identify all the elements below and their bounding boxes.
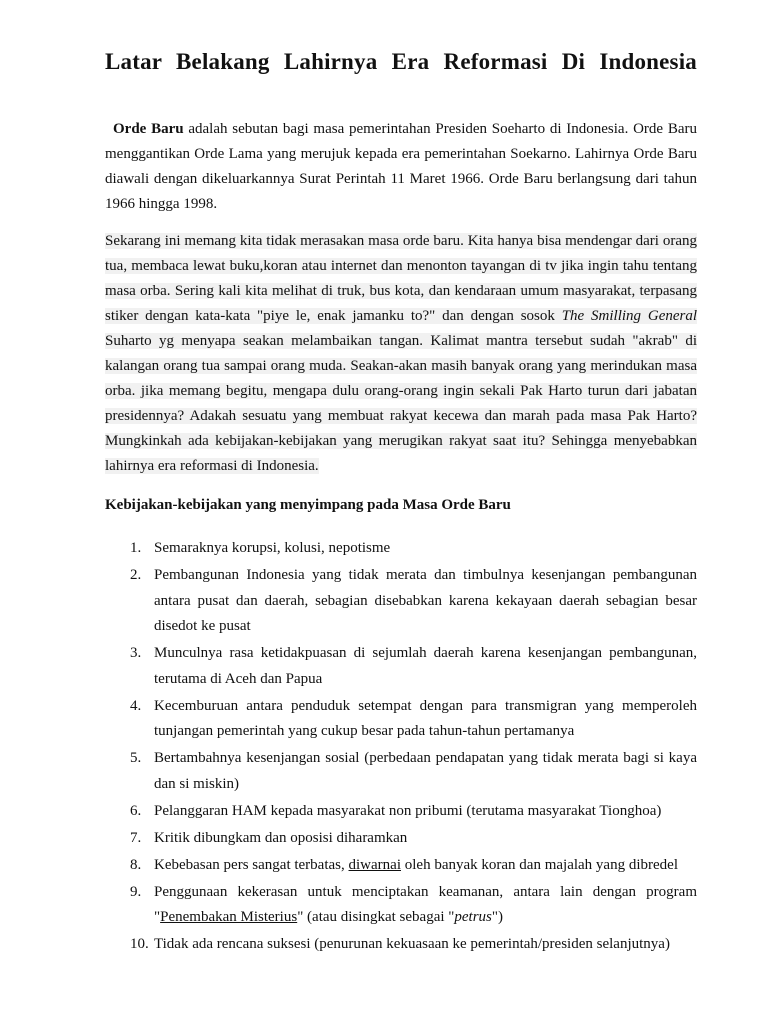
link-diwarnai[interactable]: diwarnai [348,856,401,873]
list-item [105,853,697,879]
paragraph-sekarang [105,229,697,479]
list-text-post: oleh banyak koran dan majalah yang dibredel [401,856,678,873]
policy-list [105,536,697,959]
section-subheading: Kebijakan-kebijakan yang menyimpang pada Masa Orde Baru [105,497,511,513]
paragraph-text: Suharto yg menyapa seakan melambaikan tangan. Kalimat mantra tersebut sudah "akrab" di kalangan orang tua sampai orang muda. Seakan-akan masih banyak orang yang merindukan masa orba. jika memang begitu, mengapa dulu orang-orang ingin sekali Pak Harto turun dari jabatan presidennya? Adakah sesuatu yang membuat rakyat kecewa dan marah pada masa Pak Harto? Mungkinkah ada kebijakan-kebijakan yang merugikan rakyat saat itu? Sehingga menyebabkan lahirnya era reformasi di Indonesia. [105,333,697,474]
list-text-italic: petrus [454,909,492,925]
list-item [105,799,697,825]
list-text: Tidak ada rencana suksesi (penurunan kekuasaan ke pemerintah/presiden selanjutnya) [154,936,670,952]
list-number: 2. [130,567,142,583]
list-number: 3. [130,645,142,661]
list-number: 6. [130,802,142,819]
list-text: Kritik dibungkam dan oposisi diharamkan [154,829,408,846]
list-text: Pelanggaran HAM kepada masyarakat non pribumi (terutama masyarakat Tionghoa) [154,802,662,819]
list-text-pre: Penggunaan kekerasan untuk menciptakan keamanan, antara lain dengan program " [154,883,697,925]
list-item [105,694,697,745]
list-number: 1. [130,540,142,556]
list-number: 8. [130,856,142,873]
list-number: 4. [130,697,142,714]
document-title: Latar Belakang Lahirnya Era Reformasi Di Indonesia [105,49,697,74]
paragraph-lead-bold: Orde Baru [113,121,184,137]
list-item [105,880,697,931]
list-text: Munculnya rasa ketidakpuasan di sejumlah daerah karena kesenjangan pembangunan, terutama di Aceh dan Papua [154,645,697,687]
list-number: 5. [130,750,142,766]
list-number: 9. [130,883,142,900]
list-item [105,746,697,797]
list-number: 7. [130,829,142,846]
list-text: Kecemburuan antara penduduk setempat dengan para transmigran yang memperoleh tunjangan pemerintah yang cukup besar pada tahun-tahun pertamanya [154,697,697,739]
list-item [105,932,697,958]
list-item [105,536,697,562]
list-item [105,826,697,852]
list-text-post: ") [491,909,504,925]
list-item [105,641,697,692]
paragraph-text: Sekarang ini memang kita tidak merasakan masa orde baru. Kita hanya bisa mendengar dari orang tua, membaca lewat buku,koran atau internet dan menonton tayangan di tv jika ingin tahu tentang masa orba. Sering kali kita melihat di truk, bus kota, dan kendaraan umum masyarakat, terpasang stiker dengan kata-kata "piye le, enak jamanku to?" dan dengan sosok [105,233,697,324]
paragraph-italic: The Smilling General [561,308,698,324]
link-penembakan-misterius[interactable]: Penembakan Misterius [160,909,298,925]
list-text: Pembangunan Indonesia yang tidak merata dan timbulnya kesenjangan pembangunan antara pusat dan daerah, sebagian disebabkan karena kekayaan daerah sebagian besar disedot ke pusat [154,567,697,634]
list-text-pre: Kebebasan pers sangat terbatas, [154,856,349,873]
list-item [105,563,697,640]
paragraph-text: adalah sebutan bagi masa pemerintahan Presiden Soeharto di Indonesia. Orde Baru menggantikan Orde Lama yang merujuk kepada era pemerintahan Soekarno. Lahirnya Orde Baru diawali dengan dikeluarkannya Surat Perintah 11 Maret 1966. Orde Baru berlangsung dari tahun 1966 hingga 1998. [105,121,697,212]
list-text: Semaraknya korupsi, kolusi, nepotisme [154,540,391,556]
list-number: 10. [130,936,149,952]
list-text: Bertambahnya kesenjangan sosial (perbedaan pendapatan yang tidak merata bagi si kaya dan si miskin) [154,750,697,792]
list-text-mid: " (atau disingkat sebagai " [297,909,455,925]
paragraph-orde-baru [105,117,697,217]
